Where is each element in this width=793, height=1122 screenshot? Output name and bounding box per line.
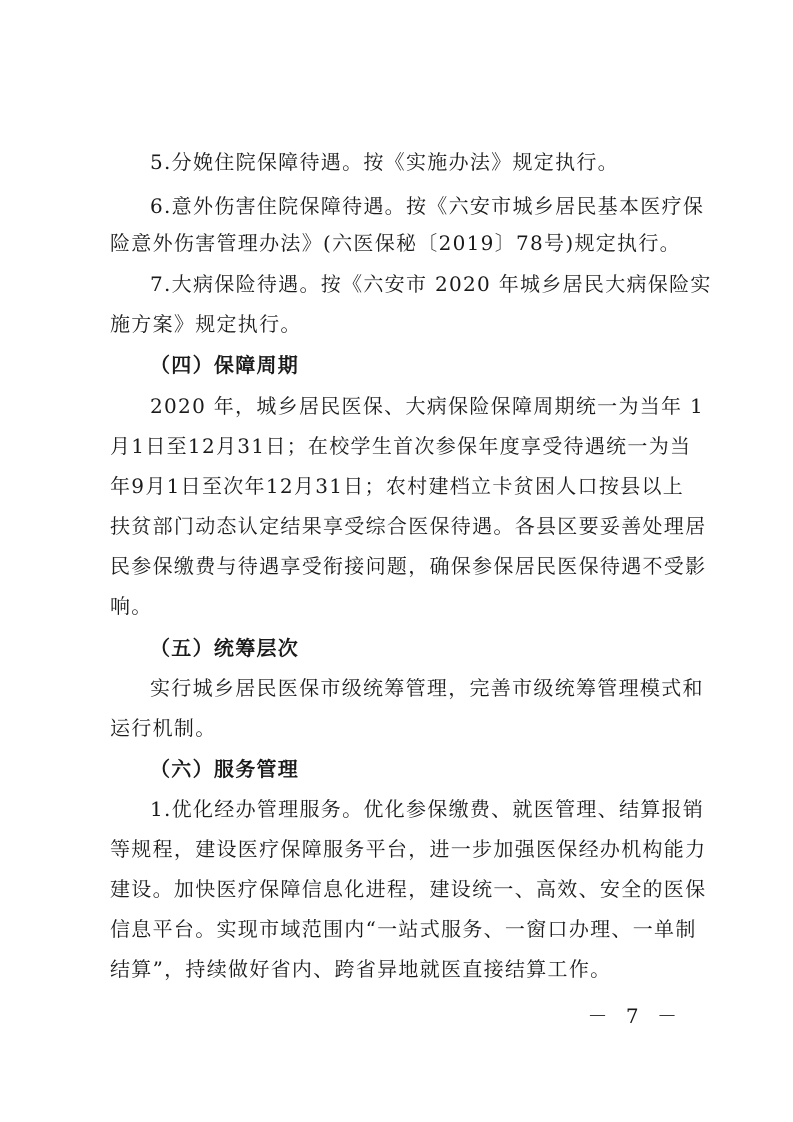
page-number: － 7 － — [587, 1004, 683, 1028]
section-heading-6: （六）服务管理 — [150, 757, 300, 781]
paragraph-service-line-3: 建设。加快医疗保障信息化进程，建设统一、高效、安全的医保 — [110, 877, 707, 901]
paragraph-period-line-3: 年9月1日至次年12月31日；农村建档立卡贫困人口按县以上 — [110, 474, 685, 498]
paragraph-service-line-1: 1.优化经办管理服务。优化参保缴费、就医管理、结算报销 — [150, 797, 705, 821]
section-heading-4: （四）保障周期 — [150, 353, 300, 377]
paragraph-service-line-2: 等规程，建设医疗保障服务平台，进一步加强医保经办机构能力 — [110, 837, 707, 861]
paragraph-period-line-2: 月1日至12月31日；在校学生首次参保年度享受待遇统一为当 — [110, 434, 692, 458]
paragraph-period-line-5: 民参保缴费与待遇享受衔接问题，确保参保居民医保待遇不受影 — [110, 554, 707, 578]
section-heading-5: （五）统筹层次 — [150, 636, 300, 660]
paragraph-5-line-1: 5.分娩住院保障待遇。按《实施办法》规定执行。 — [150, 150, 619, 174]
paragraph-6-line-2: 险意外伤害管理办法》(六医保秘〔2019〕78号)规定执行。 — [110, 231, 681, 255]
paragraph-pooling-line-1: 实行城乡居民医保市级统筹管理，完善市级统筹管理模式和 — [150, 676, 704, 700]
paragraph-pooling-line-2: 运行机制。 — [110, 716, 217, 740]
paragraph-period-line-1: 2020 年，城乡居民医保、大病保险保障周期统一为当年 1 — [150, 394, 705, 418]
paragraph-period-line-4: 扶贫部门动态认定结果享受综合医保待遇。各县区要妥善处理居 — [110, 514, 707, 538]
paragraph-period-line-6: 响。 — [110, 594, 153, 618]
paragraph-7-line-1: 7.大病保险待遇。按《六安市 2020 年城乡居民大病保险实 — [150, 272, 712, 296]
paragraph-service-line-4: 信息平台。实现市域范围内“一站式服务、一窗口办理、一单制 — [110, 917, 697, 941]
paragraph-6-line-1: 6.意外伤害住院保障待遇。按《六安市城乡居民基本医疗保 — [150, 194, 705, 218]
paragraph-service-line-5: 结算”，持续做好省内、跨省异地就医直接结算工作。 — [110, 957, 612, 981]
paragraph-7-line-2: 施方案》规定执行。 — [110, 312, 302, 336]
